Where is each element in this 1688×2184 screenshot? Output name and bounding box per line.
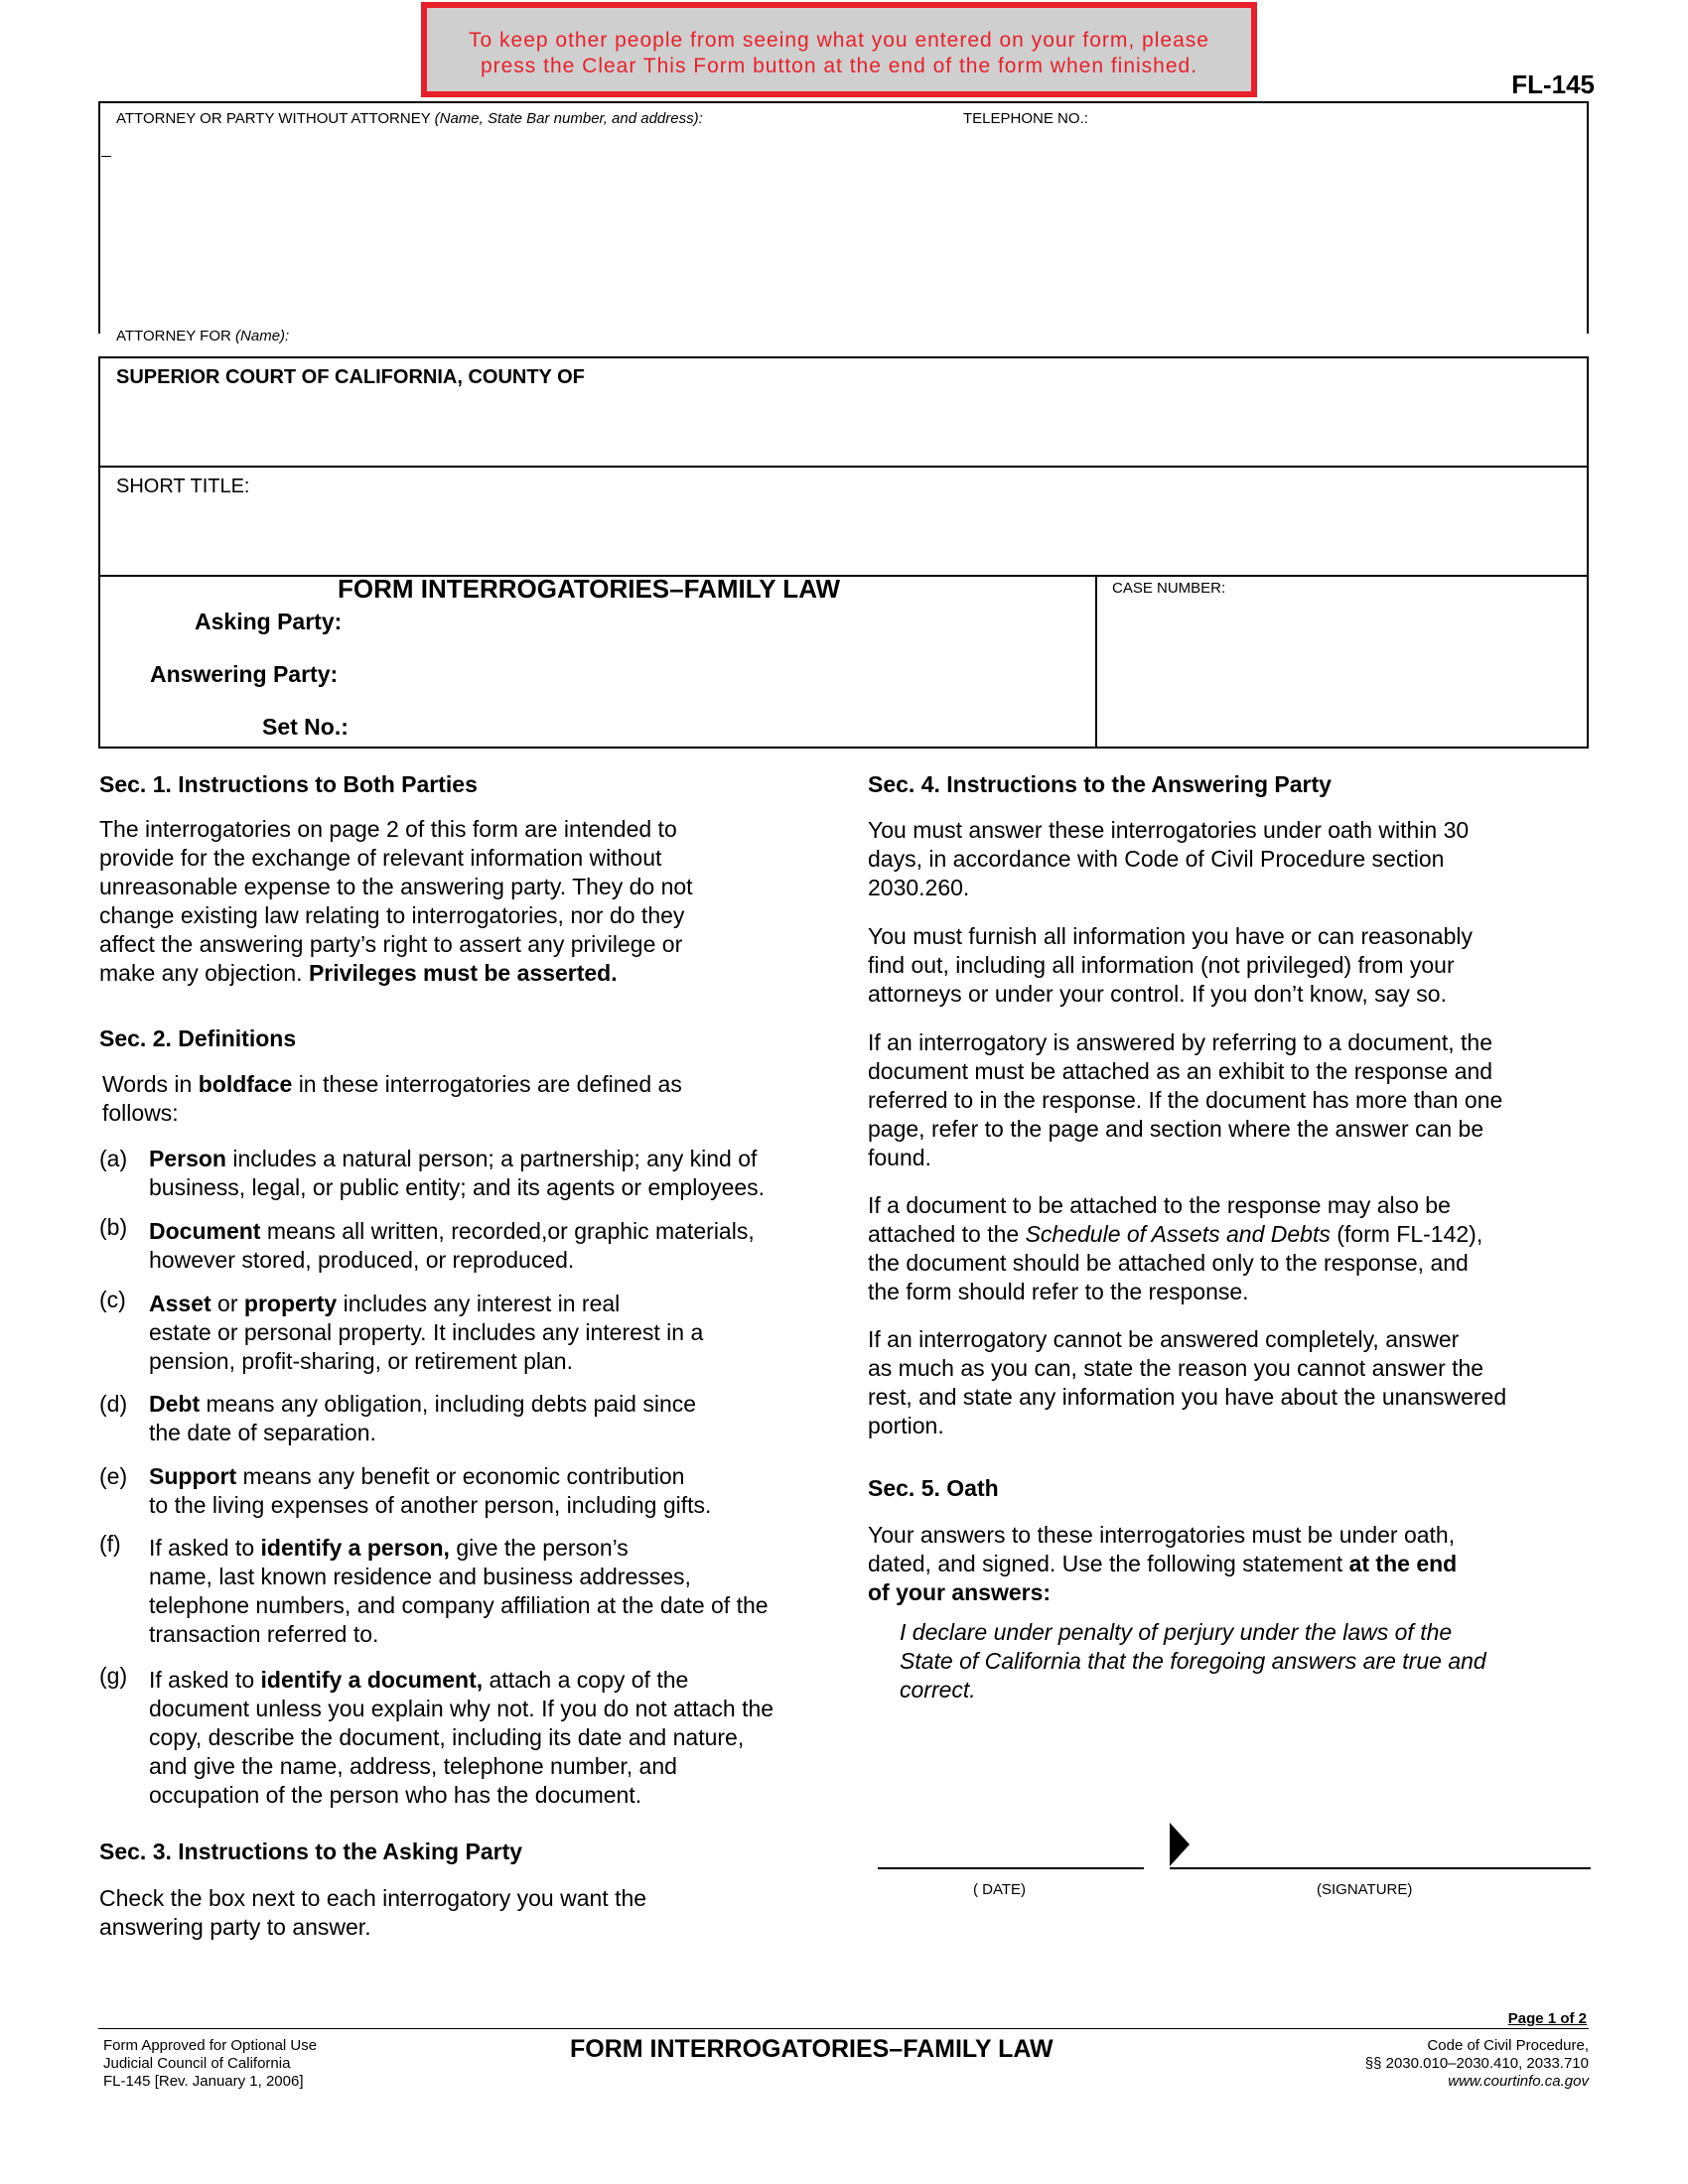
def-text: [149, 1534, 834, 1649]
sec1-body: [99, 815, 854, 988]
sec4-line: You must answer these interrogatories under oath within 30: [868, 817, 1470, 843]
def-line: [149, 1534, 834, 1563]
def-text: [149, 1217, 834, 1275]
sec3-body: [99, 1884, 854, 1942]
def-line: however stored, produced, or reproduced.: [149, 1247, 575, 1273]
def-line: [149, 1217, 834, 1246]
schedule-title: Schedule of Assets and Debts: [1025, 1221, 1331, 1247]
def-letter: (d): [99, 1391, 128, 1417]
sec4-p5: [868, 1325, 1583, 1440]
sec2-intro-bold: boldface: [198, 1071, 293, 1097]
telephone-input[interactable]: [1112, 104, 1579, 134]
asking-party-input[interactable]: [367, 606, 1082, 637]
def-text: [149, 1390, 834, 1447]
sec5-line2-a: dated, and signed. Use the following statement: [868, 1551, 1343, 1576]
sec4-line: the form should refer to the response.: [868, 1279, 1249, 1304]
footer-rule: [98, 2028, 1589, 2029]
sec5-body: [868, 1521, 1583, 1607]
def-text: [149, 1290, 834, 1376]
notice-line-2: press the Clear This Form button at the end of the form when finished.: [480, 55, 1198, 77]
def-rest: includes a natural person; a partnership; any kind of: [225, 1146, 758, 1171]
def-term-2: property: [243, 1291, 338, 1316]
def-line: pension, profit-sharing, or retirement plan.: [149, 1348, 573, 1374]
sec4-p3: [868, 1028, 1583, 1172]
sec4-line: If a document to be attached to the response may also be: [868, 1192, 1451, 1218]
notice-line-1: To keep other people from seeing what you entered on your form, please: [469, 29, 1209, 52]
def-line: copy, describe the document, including its date and nature,: [149, 1724, 745, 1750]
def-rest: means any obligation, including debts paid since: [200, 1391, 697, 1417]
sec4-line: rest, and state any information you have about the unanswered: [868, 1384, 1507, 1410]
short-title-input[interactable]: [109, 506, 1579, 566]
def-line: [149, 1462, 834, 1491]
sec4-p2: [868, 922, 1583, 1009]
attorney-for-label: [116, 328, 289, 344]
def-text: [149, 1462, 834, 1520]
footer-right: [1365, 2037, 1589, 2091]
attorney-for-text: ATTORNEY FOR: [116, 328, 231, 344]
def-line: transaction referred to.: [149, 1621, 379, 1647]
sec2-heading: Sec. 2. Definitions: [99, 1025, 297, 1051]
signature-label: (SIGNATURE): [1317, 1881, 1413, 1898]
sec2-intro-a: Words in: [102, 1071, 193, 1097]
sec4-line: page, refer to the page and section where the answer can be: [868, 1116, 1484, 1142]
def-line: name, last known residence and business addresses,: [149, 1564, 691, 1589]
declaration-statement: [900, 1618, 1575, 1705]
answering-party-label: Answering Party:: [150, 661, 339, 687]
sec3-line: answering party to answer.: [99, 1914, 371, 1940]
sec4-p4-b2: (form FL-142),: [1330, 1221, 1483, 1247]
footer-left: [103, 2037, 317, 2091]
case-number-divider: [1095, 575, 1097, 749]
def-rest: includes any interest in real: [337, 1291, 621, 1316]
sec1-heading: Sec. 1. Instructions to Both Parties: [99, 771, 478, 797]
privacy-notice-banner: [421, 2, 1257, 97]
sec4-line: referred to in the response. If the document has more than one: [868, 1087, 1503, 1113]
attorney-label-italic: (Name, State Bar number, and address):: [434, 110, 703, 127]
def-pre: If asked to: [149, 1667, 261, 1693]
def-rest: means any benefit or economic contribution: [236, 1463, 685, 1489]
attorney-label-text: ATTORNEY OR PARTY WITHOUT ATTORNEY: [116, 110, 431, 127]
privileges-statement: Privileges must be asserted.: [308, 960, 618, 986]
signature-line: [1170, 1867, 1591, 1869]
definition-d: [99, 1390, 834, 1447]
sec1-line: unreasonable expense to the answering party. They do not: [99, 874, 693, 899]
definition-c: [99, 1287, 834, 1376]
definition-f: [99, 1531, 834, 1649]
sec4-line: If an interrogatory cannot be answered completely, answer: [868, 1326, 1460, 1352]
def-letter: (b): [99, 1214, 128, 1240]
cursor-mark: [101, 156, 111, 157]
def-term: identify a person,: [260, 1535, 450, 1561]
sec1-line: provide for the exchange of relevant information without: [99, 845, 662, 871]
case-number-label: CASE NUMBER:: [1112, 580, 1226, 597]
definition-e: [99, 1462, 834, 1520]
footer-left-line: Form Approved for Optional Use: [103, 2037, 318, 2054]
sec4-line: [868, 1220, 1583, 1249]
footer-left-line: FL-145 [Rev. January 1, 2006]: [103, 2073, 304, 2090]
definition-b: [99, 1214, 834, 1275]
def-line: occupation of the person who has the document.: [149, 1782, 642, 1808]
def-text: [149, 1145, 834, 1202]
def-line: estate or personal property. It includes any interest in a: [149, 1319, 704, 1345]
sec1-line: affect the answering party’s right to assert any privilege or: [99, 931, 683, 957]
def-term: identify a document,: [260, 1667, 484, 1693]
def-term: Person: [149, 1146, 226, 1171]
sec4-line: as much as you can, state the reason you cannot answer the: [868, 1355, 1484, 1381]
def-rest: means all written, recorded,or graphic materials,: [260, 1218, 755, 1244]
attorney-for-italic: (Name):: [235, 328, 290, 344]
def-mid: or: [211, 1291, 244, 1316]
def-term: Support: [149, 1463, 237, 1489]
sec4-p1: [868, 816, 1583, 902]
court-label: SUPERIOR COURT OF CALIFORNIA, COUNTY OF: [116, 366, 585, 388]
set-no-input[interactable]: [367, 711, 1082, 743]
sec1-line: The interrogatories on page 2 of this form are intended to: [99, 816, 677, 842]
sec4-line: the document should be attached only to the response, and: [868, 1250, 1469, 1276]
sec5-line3-bold: of your answers:: [868, 1579, 1052, 1605]
def-rest: give the person’s: [449, 1535, 629, 1561]
sec2-intro-b: in these interrogatories are defined as: [298, 1071, 682, 1097]
sec5-heading: Sec. 5. Oath: [868, 1475, 999, 1501]
sec4-line: portion.: [868, 1413, 944, 1438]
case-number-input[interactable]: [1102, 606, 1579, 740]
def-pre: If asked to: [149, 1535, 261, 1561]
answering-party-input[interactable]: [367, 658, 1082, 690]
def-letter: (c): [99, 1287, 126, 1312]
def-line: and give the name, address, telephone number, and: [149, 1753, 677, 1779]
sec4-p4: [868, 1191, 1583, 1306]
date-input[interactable]: [878, 1827, 1144, 1866]
declaration-line: correct.: [900, 1677, 976, 1703]
definition-a: [99, 1145, 834, 1202]
sec1-line: change existing law relating to interrogatories, nor do they: [99, 902, 685, 928]
sec4-line: document must be attached as an exhibit to the response and: [868, 1058, 1493, 1084]
county-input[interactable]: [109, 397, 1579, 457]
def-term: Document: [149, 1218, 261, 1244]
def-line: [149, 1145, 834, 1173]
sec2-intro-line: [102, 1070, 857, 1099]
def-line: document unless you explain why not. If you do not attach the: [149, 1696, 774, 1721]
def-letter: (a): [99, 1146, 128, 1171]
def-line: to the living expenses of another person, including gifts.: [149, 1492, 712, 1518]
telephone-label: TELEPHONE NO.:: [963, 110, 1088, 127]
def-letter: (f): [99, 1531, 121, 1557]
sec4-line: find out, including all information (not privileged) from your: [868, 952, 1455, 978]
sec3-heading: Sec. 3. Instructions to the Asking Party: [99, 1839, 523, 1864]
def-line: the date of separation.: [149, 1420, 376, 1445]
short-title-label: SHORT TITLE:: [116, 476, 250, 497]
asking-party-label: Asking Party:: [195, 609, 343, 634]
def-line: [149, 1290, 834, 1318]
form-number: FL-145: [1511, 69, 1595, 99]
definition-g: [99, 1663, 834, 1810]
footer-url-link[interactable]: www.courtinfo.ca.gov: [1448, 2073, 1589, 2090]
def-line: telephone numbers, and company affiliation at the date of the: [149, 1592, 769, 1618]
signature-input[interactable]: [1170, 1827, 1591, 1866]
def-line: business, legal, or public entity; and its agents or employees.: [149, 1174, 766, 1200]
declaration-line: I declare under penalty of perjury under the laws of the: [900, 1619, 1453, 1645]
sec4-line: 2030.260.: [868, 875, 970, 900]
sec4-heading: Sec. 4. Instructions to the Answering Party: [868, 771, 1332, 797]
attorney-label: [116, 110, 703, 127]
set-no-label: Set No.:: [262, 714, 349, 740]
sec4-line: If an interrogatory is answered by referring to a document, the: [868, 1029, 1492, 1055]
footer-right-line: Code of Civil Procedure,: [1427, 2037, 1589, 2054]
sec4-line: found.: [868, 1145, 931, 1170]
sec5-line2-bold: at the end: [1348, 1551, 1458, 1576]
def-letter: (g): [99, 1663, 128, 1689]
def-term: Asset: [149, 1291, 211, 1316]
sec5-line: [868, 1578, 1583, 1607]
def-letter: (e): [99, 1463, 128, 1489]
sec1-line: [99, 959, 854, 988]
date-label: ( DATE): [973, 1881, 1027, 1898]
def-text: [149, 1666, 834, 1810]
sec4-line: attorneys or under your control. If you don’t know, say so.: [868, 981, 1447, 1007]
sec2-intro-c: follows:: [102, 1100, 179, 1126]
footer-left-line: Judicial Council of California: [103, 2055, 291, 2072]
footer-title: FORM INTERROGATORIES–FAMILY LAW: [570, 2035, 1054, 2063]
sec2-intro: [102, 1070, 857, 1128]
def-line: [149, 1666, 834, 1695]
sec3-line: Check the box next to each interrogatory you want the: [99, 1885, 647, 1911]
def-term: Debt: [149, 1391, 201, 1417]
sec5-line: Your answers to these interrogatories must be under oath,: [868, 1522, 1456, 1548]
sec5-line: [868, 1550, 1583, 1578]
date-line: [878, 1867, 1144, 1869]
page-indicator: Page 1 of 2: [1507, 2010, 1587, 2027]
def-line: [149, 1390, 834, 1419]
sec1-last-text: make any objection.: [99, 960, 303, 986]
sec4-line: You must furnish all information you have or can reasonably: [868, 923, 1473, 949]
sec4-p4-b1: attached to the: [868, 1221, 1026, 1247]
def-rest: attach a copy of the: [483, 1667, 689, 1693]
declaration-line: State of California that the foregoing answers are true and: [900, 1648, 1486, 1674]
footer-right-line: §§ 2030.010–2030.410, 2033.710: [1364, 2055, 1589, 2072]
sec4-line: days, in accordance with Code of Civil Procedure section: [868, 846, 1445, 872]
form-title: FORM INTERROGATORIES–FAMILY LAW: [338, 574, 841, 604]
attorney-input[interactable]: [100, 131, 944, 320]
